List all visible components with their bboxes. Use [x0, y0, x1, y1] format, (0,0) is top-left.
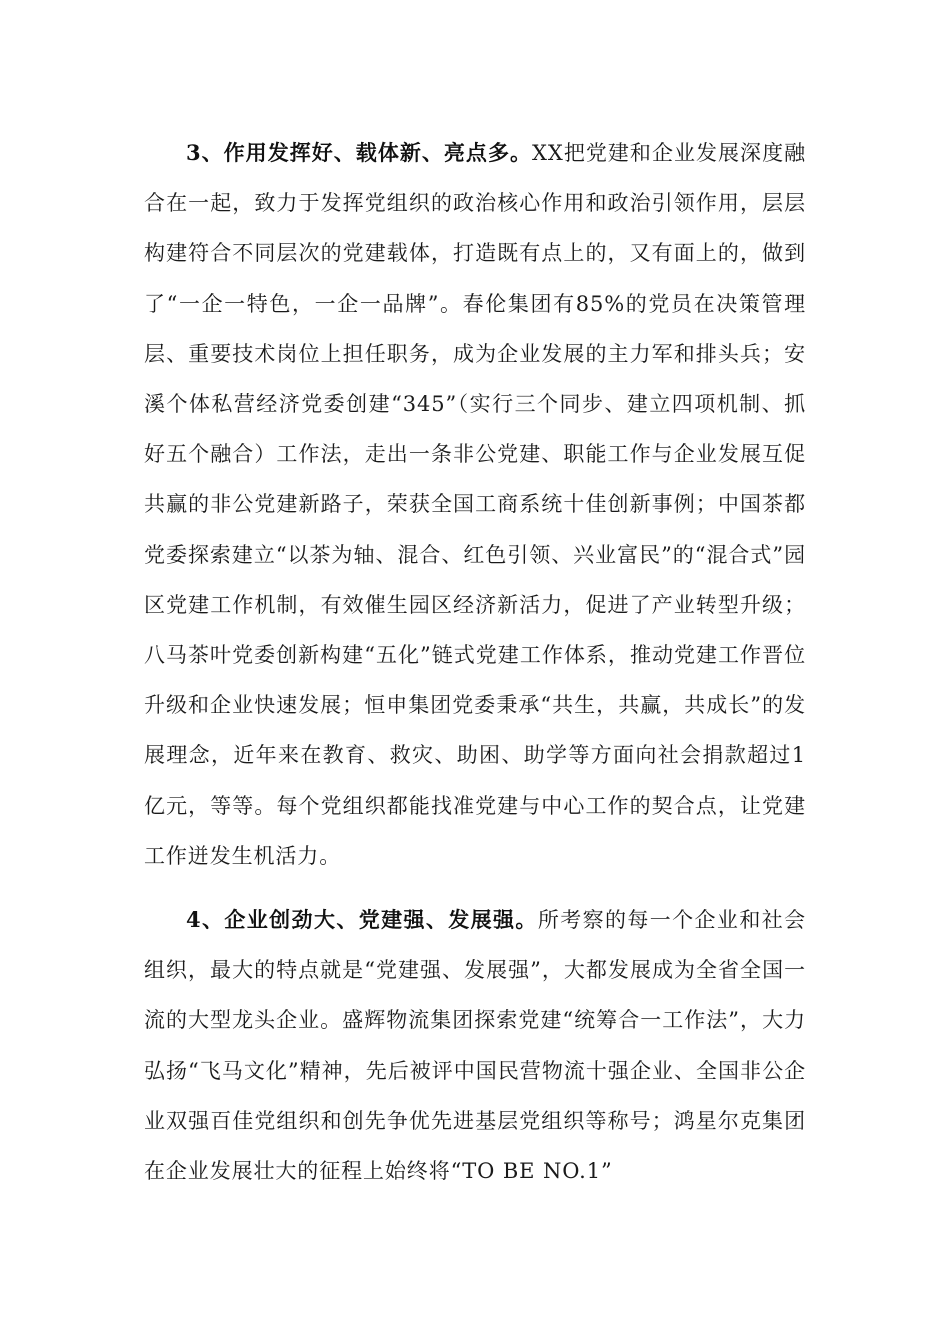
paragraph-heading: 3、作用发挥好、载体新、亮点多。 [186, 140, 533, 165]
paragraph-3 [144, 128, 806, 881]
paragraph-4 [144, 895, 806, 1196]
paragraph-heading: 4、企业创劲大、党建强、发展强。 [186, 907, 538, 932]
paragraph-body: 所考察的每一个企业和社会组织，最大的特点就是“党建强、发展强”，大都发展成为全省全国一流的大型龙头企业。盛辉物流集团探索党建“统筹合一工作法”，大力弘扬“飞马文化”精神，先后被评中国民营物流十强企业、全国非公企业双强百佳党组织和创先争优先进基层党组织等称号；鸿星尔克集团在企业发展壮大的征程上始终将“TO BE NO.1” [144, 908, 806, 1184]
paragraph-body: XX把党建和企业发展深度融合在一起，致力于发挥党组织的政治核心作用和政治引领作用，层层构建符合不同层次的党建载体，打造既有点上的，又有面上的，做到了“一企一特色，一企一品牌”。春伦集团有85%的党员在决策管理层、重要技术岗位上担任职务，成为企业发展的主力军和排头兵；安溪个体私营经济党委创建“345”（实行三个同步、建立四项机制、抓好五个融合）工作法，走出一条非公党建、职能工作与企业发展互促共赢的非公党建新路子，荣获全国工商系统十佳创新事例；中国茶都党委探索建立“以茶为轴、混合、红色引领、兴业富民”的“混合式”园区党建工作机制，有效催生园区经济新活力，促进了产业转型升级；八马茶叶党委创新构建“五化”链式党建工作体系，推动党建工作晋位升级和企业快速发展；恒申集团党委秉承“共生，共赢，共成长”的发展理念，近年来在教育、救灾、助困、助学等方面向社会捐款超过1亿元，等等。每个党组织都能找准党建与中心工作的契合点，让党建工作迸发生机活力。 [144, 141, 806, 868]
